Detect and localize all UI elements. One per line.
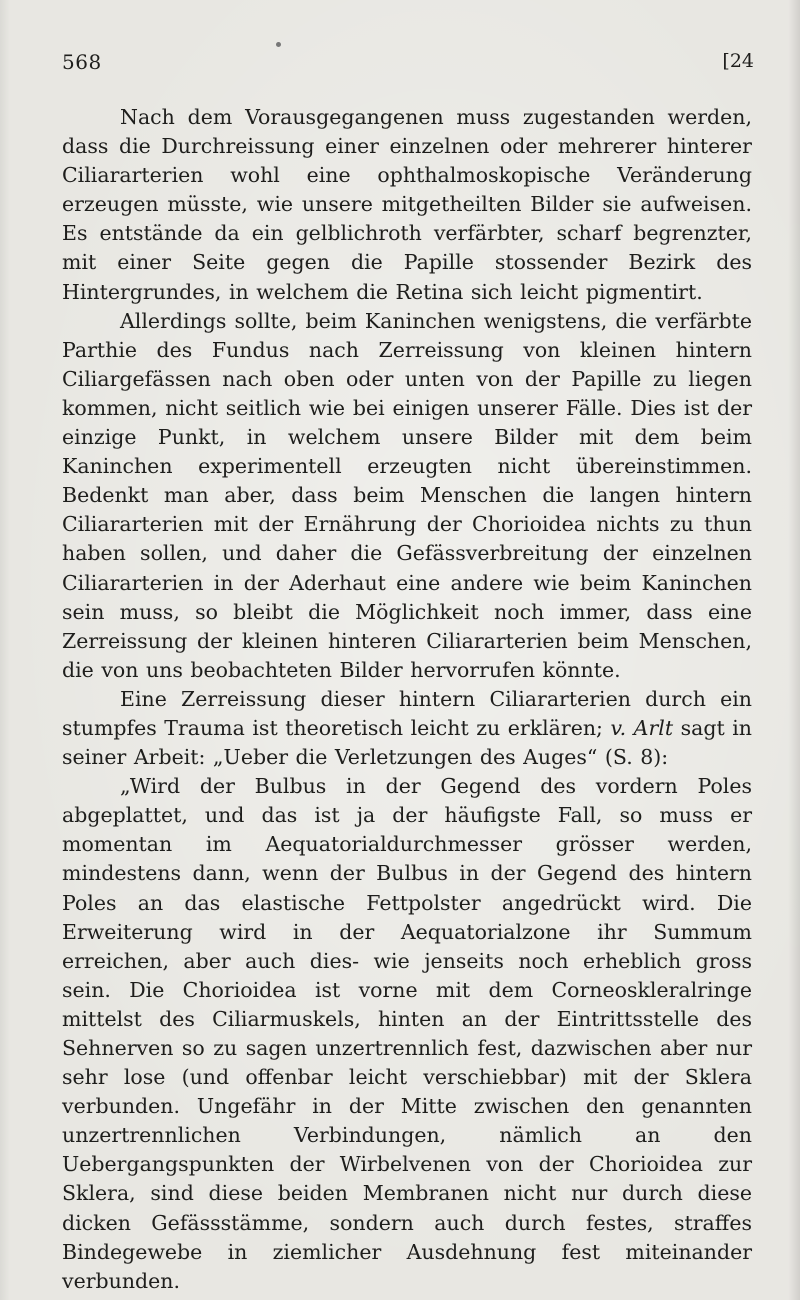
paragraph-3 — [62, 685, 752, 772]
body-text — [62, 103, 752, 1296]
paragraph-2: Allerdings sollte, beim Kaninchen wenigstens, die verfärbte Parthie des Fundus nach Zerreissung von kleinen hintern Ciliargefässen nach oben oder unten von der Papille zu liegen kommen, nicht seitlich wie bei einigen unserer Fälle. Dies ist der einzige Punkt, in welchem unsere Bilder mit dem beim Kaninchen experimentell erzeugten nicht übereinstimmen. Bedenkt man aber, dass beim Menschen die langen hintern Ciliararterien mit der Ernährung der Chorioidea nichts zu thun haben sollen, und daher die Gefässverbreitung der einzelnen Ciliararterien in der Aderhaut eine andere wie beim Kaninchen sein muss, so bleibt die Möglichkeit noch immer, dass eine Zerreissung der kleinen hinteren Ciliararterien beim Menschen, die von uns beobachteten Bilder hervorrufen könnte. — [62, 308, 752, 682]
page-header — [62, 50, 754, 80]
paragraph-3-text-before: Eine Zerreissung dieser hintern Ciliararterien durch ein stumpfes Trauma ist theoretisch leicht zu erklären; — [62, 686, 752, 740]
cited-author: v. Arlt — [610, 715, 674, 740]
quotation-paragraph: „Wird der Bulbus in der Gegend des vordern Poles abgeplattet, und das ist ja der häufigste Fall, so muss er momentan im Aequatorialdurchmesser grösser werden, mindestens dann, wenn der Bulbus in der Gegend des hintern Poles an das elastische Fettpolster angedrückt wird. Die Erweiterung wird in der Aequatorialzone ihr Summum erreichen, aber auch dies- wie jenseits noch erheblich gross sein. Die Chorioidea ist vorne mit dem Corneoskleralringe mittelst des Ciliarmuskels, hinten an der Eintrittsstelle des Sehnerven so zu sagen unzertrennlich fest, dazwischen aber nur sehr lose (und offenbar leicht verschiebbar) mit der Sklera verbunden. Ungefähr in der Mitte zwischen den genannten unzertrennlichen Verbindungen, nämlich an den Uebergangspunkten der Wirbelvenen von der Chorioidea zur Sklera, sind diese beiden Membranen nicht nur durch diese dicken Gefässstämme, sondern auch durch festes, straffes Bindegewebe in ziemlicher Ausdehnung fest miteinander verbunden. — [62, 774, 752, 1293]
paragraph-1: Nach dem Vorausgegangenen muss zugestanden werden, dass die Durchreissung einer einzelnen oder mehrerer hinterer Ciliararterien wohl eine ophthalmoskopische Veränderung erzeugen müsste, wie unsere mitgetheilten Bilder sie aufweisen. Es entstände da ein gelblichroth verfärbter, scharf begrenzter, mit einer Seite gegen die Papille stossender Bezirk des Hintergrundes, in welchem die Retina sich leicht pigmentirt. — [62, 105, 752, 304]
paragraph-3-text-after: sagt in seiner Arbeit: „Ueber die Verletzungen des Auges“ (S. 8): — [62, 715, 752, 770]
page-number: 568 — [62, 50, 102, 74]
section-marker: [24 — [722, 50, 754, 72]
print-speck — [276, 42, 281, 47]
